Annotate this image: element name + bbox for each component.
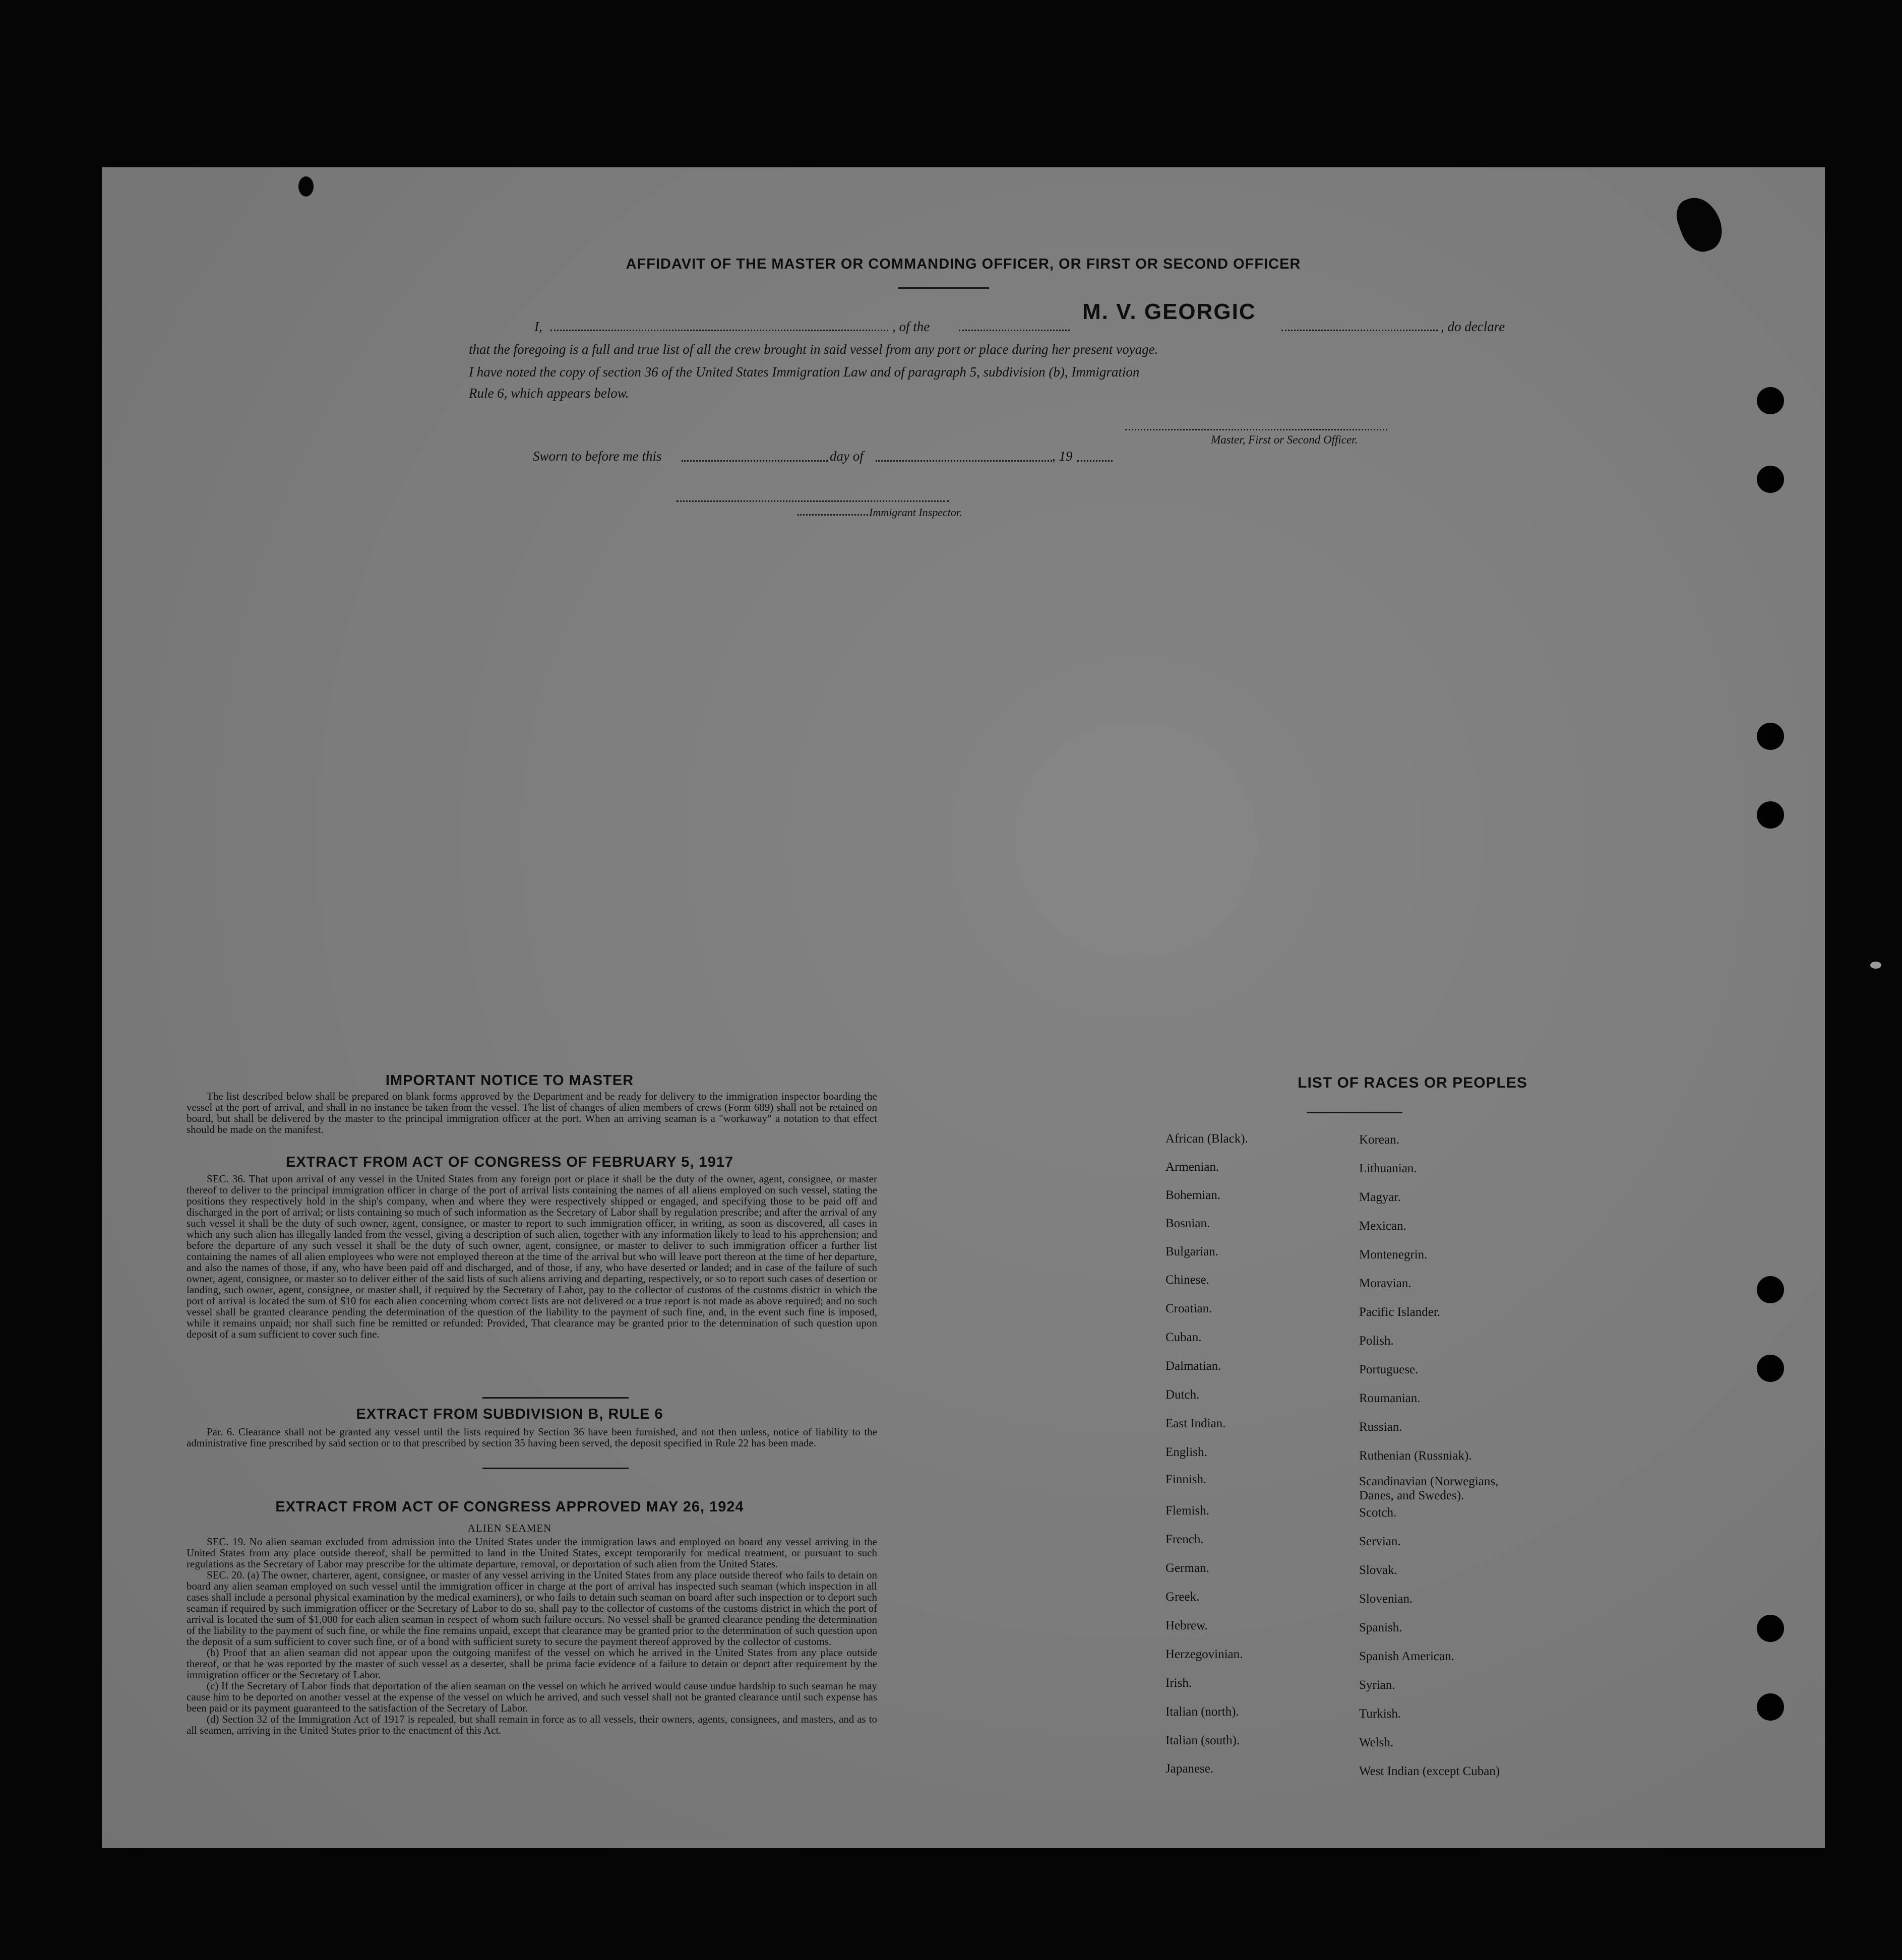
race-item: Slovenian. (1359, 1592, 1413, 1606)
race-item: English. (1165, 1445, 1207, 1459)
torn-corner (298, 176, 314, 197)
race-item: Turkish. (1359, 1707, 1401, 1721)
affidavit-title: AFFIDAVIT OF THE MASTER OR COMMANDING OFFICER, OR FIRST OR SECOND OFFICER (626, 256, 1301, 272)
race-item: Greek. (1165, 1590, 1200, 1604)
extract-1917-title: EXTRACT FROM ACT OF CONGRESS OF FEBRUARY 5, 1917 (285, 1154, 734, 1170)
inspector-signature-field-2 (797, 514, 868, 516)
race-item: Scandinavian (Norwegians, Danes, and Swedes). (1359, 1475, 1499, 1502)
race-item: Irish. (1165, 1676, 1192, 1690)
race-item: Slovak. (1359, 1563, 1397, 1577)
extract-1917-block (187, 1173, 877, 1340)
punch-hole (1757, 1693, 1784, 1721)
extract-rule6-block (187, 1426, 877, 1448)
race-item: Moravian. (1359, 1277, 1412, 1290)
race-item: Chinese. (1165, 1273, 1209, 1287)
punch-hole (1757, 1276, 1784, 1303)
race-item: Italian (south). (1165, 1734, 1240, 1747)
sec-20c-text: (c) If the Secretary of Labor finds that deportation of the alien seaman on the vessel on which he arrived would cause undue hardship to such seaman he may cause him to be deported on another vessel at the expense of the vessel on which he arrived, and such vessel shall not be granted clearance until such expense has been paid or its payment guaranteed to the satisfaction of the Secretary of Labor. (187, 1680, 877, 1714)
race-item: Dalmatian. (1165, 1359, 1221, 1373)
title-underline (898, 287, 989, 289)
document-page (102, 167, 1825, 1848)
master-name-field[interactable] (550, 330, 888, 331)
sec-19-text: SEC. 19. No alien seaman excluded from admission into the United States under the immigration laws and employed on board any vessel arriving in the United States from any place outside thereof, shall be permitted to land in the United States, except temporarily for medical treatment, or pursuant to such regulations as the Secretary of Labor may prescribe for the ultimate departure, removal, or deportation of such alien from the United States. (187, 1536, 877, 1570)
race-item: Pacific Islander. (1359, 1305, 1441, 1319)
race-item: Mexican. (1359, 1219, 1406, 1233)
do-declare-label: , do declare (1441, 319, 1505, 334)
sworn-day-field[interactable] (682, 460, 828, 462)
extract-1924-block (187, 1536, 877, 1736)
of-the-label: , of the (892, 319, 930, 334)
master-signature-label: Master, First or Second Officer. (1211, 433, 1358, 446)
sec-20d-text: (d) Section 32 of the Immigration Act of 1917 is repealed, but shall remain in force as to all vessels, their owners, agents, consignees, and masters, and as to all seamen, arriving in the United States prior to the enactment of this Act. (187, 1713, 877, 1736)
race-item: Flemish. (1165, 1504, 1209, 1518)
race-item: Bulgarian. (1165, 1245, 1218, 1258)
race-item: Herzegovinian. (1165, 1648, 1243, 1661)
year-prefix-label: , 19 (1052, 449, 1073, 464)
race-item: Armenian. (1165, 1160, 1219, 1174)
race-item: Cuban. (1165, 1331, 1202, 1344)
race-item: Japanese. (1165, 1762, 1214, 1776)
border-fleck (1870, 962, 1881, 969)
punch-hole (1757, 1615, 1784, 1642)
race-item: Spanish American. (1359, 1650, 1454, 1663)
race-item: Bosnian. (1165, 1217, 1210, 1230)
punch-hole (1757, 801, 1784, 829)
notice-title: IMPORTANT NOTICE TO MASTER (385, 1072, 634, 1089)
race-item: Hebrew. (1165, 1619, 1208, 1632)
race-item: Portuguese. (1359, 1363, 1419, 1376)
master-signature-field[interactable] (1125, 429, 1387, 430)
race-item: Lithuanian. (1359, 1162, 1417, 1175)
race-item: Italian (north). (1165, 1705, 1239, 1719)
extract-1924-subtitle: ALIEN SEAMEN (467, 1522, 552, 1534)
vessel-field-left (959, 330, 1070, 331)
race-item: Welsh. (1359, 1736, 1394, 1749)
sec-20a-text: SEC. 20. (a) The owner, charterer, agent, consignee, or master of any vessel arriving in the United States from any place outside thereof who fails to detain on board any alien seaman employed on such vessel until the immigration officer in charge at the port of arrival has inspected such seaman (which inspection in all cases shall include a personal physical examination by the medical examiners), or who fails to detain such seaman on board after such inspection or to deport such seaman if required by such immigration officer or the Secretary of Labor to do so, shall pay to the collector of customs of the customs district in which the port of arrival is located the sum of $1,000 for each alien seaman in respect of whom such failure occurs. No vessel shall be granted clearance pending the determination of the liability to the payment of such fine, or while the fine remains unpaid, except that clearance may be granted prior to the determination of such question upon the deposit of a sum sufficient to cover such fine, or of a bond with sufficient surety to secure the payment thereof approved by the collector of customs. (187, 1569, 877, 1648)
race-item: East Indian. (1165, 1417, 1226, 1430)
race-item: Syrian. (1359, 1678, 1395, 1692)
race-item: German. (1165, 1561, 1209, 1575)
races-title: LIST OF RACES OR PEOPLES (1298, 1074, 1527, 1091)
race-item: Spanish. (1359, 1621, 1402, 1634)
punch-hole (1757, 387, 1784, 414)
extract-rule6-title: EXTRACT FROM SUBDIVISION B, RULE 6 (356, 1406, 663, 1422)
race-item: Dutch. (1165, 1388, 1200, 1402)
race-item: Finnish. (1165, 1473, 1207, 1486)
race-item: West Indian (except Cuban) (1359, 1764, 1500, 1778)
section-divider (482, 1397, 629, 1399)
race-item: Magyar. (1359, 1190, 1401, 1204)
race-item: Croatian. (1165, 1302, 1212, 1315)
affidavit-line-3: I have noted the copy of section 36 of the United States Immigration Law and of paragraph 5, subdivision (b), Immigration (469, 364, 1140, 380)
race-item: Ruthenian (Russniak). (1359, 1449, 1472, 1463)
extract-1924-title: EXTRACT FROM ACT OF CONGRESS APPROVED MAY 26, 1924 (275, 1499, 744, 1515)
race-item: French. (1165, 1533, 1204, 1546)
notice-block (187, 1091, 877, 1135)
sworn-year-field[interactable] (1077, 460, 1113, 462)
race-item: Bohemian. (1165, 1188, 1221, 1202)
race-item: Roumanian. (1359, 1392, 1421, 1405)
extract-rule6-text: Par. 6. Clearance shall not be granted any vessel until the lists required by Section 36 have been furnished, and not then unless, notice of liability to the administrative fine prescribed by said section or to that prescribed by section 35 having been served, the deposit specified in Rule 22 has been made. (187, 1426, 877, 1449)
sworn-label: Sworn to before me this (533, 449, 662, 464)
race-item: Polish. (1359, 1334, 1394, 1348)
punch-hole (1757, 723, 1784, 750)
section-divider (482, 1468, 629, 1469)
punch-hole (1757, 466, 1784, 493)
extract-1917-text: SEC. 36. That upon arrival of any vessel in the United States from any foreign port or place it shall be the duty of the owner, agent, consignee, or master thereof to deliver to the principal immigration officer in charge of the port of arrival lists containing the names of all aliens employed on such vessel, stating the positions they respectively hold in the ship's company, when and where they were respectively shipped or engaged, and specifying those to be paid off and discharged in the port of arrival; or lists containing so much of such information as the Secretary of Labor shall by regulation prescribe; and after the arrival of any such vessel it shall be the duty of such owner, agent, consignee, or master to report to such immigration officer, in writing, as soon as discovered, all cases in which any such alien has illegally landed from the vessel, giving a description of such alien, together with any information likely to lead to his apprehension; and before the departure of any such vessel it shall be the duty of such owner, agent, consignee, or master to deliver to such immigration officer a further list containing the names of all alien employees who were not employed thereon at the time of the arrival but who will leave port thereon at the time of her departure, and also the names of those, if any, who have been paid off and discharged, and of those, if any, who have deserted or landed; and in case of the failure of such owner, agent, consignee, or master so to deliver either of the said lists of such aliens arriving and departing, respectively, or so to report such cases of desertion or landing, such owner, agent, consignee, or master shall, if required by the Secretary of Labor, pay to the collector of customs of the customs district in which the port of arrival is located the sum of $10 for each alien concerning whom correct lists are not delivered or a true report is not made as above required; and no such vessel shall be granted clearance pending the determination of the question of the liability to the payment of such fine, and, in the event such fine is imposed, while it remains unpaid; nor shall such fine be remitted or refunded: Provided, That clearance may be granted prior to the determination of such question upon deposit of a sum sufficient to cover such fine. (187, 1173, 877, 1340)
race-item: Servian. (1359, 1535, 1401, 1548)
inspector-label: Immigrant Inspector. (869, 506, 962, 519)
torn-corner (1672, 192, 1729, 258)
races-title-underline (1307, 1112, 1402, 1113)
race-item: African (Black). (1165, 1132, 1248, 1146)
notice-text: The list described below shall be prepared on blank forms approved by the Department and be ready for delivery to the immigration inspector boarding the vessel at the port of arrival, and shall in no instance be taken from the vessel. The list of changes of alien members of crews (Form 689) shall not be retained on board, but shall be delivered by the master to the principal immigration officer at the port. When an arriving seaman is a "workaway" a notation to that effect should be made on the manifest. (187, 1090, 877, 1135)
race-item: Korean. (1359, 1133, 1399, 1147)
sworn-month-field[interactable] (876, 460, 1052, 462)
vessel-field-right (1281, 330, 1438, 331)
day-of-label: day of (830, 449, 864, 464)
vessel-name: M. V. GEORGIC (1082, 299, 1256, 324)
affidavit-line-4: Rule 6, which appears below. (469, 386, 629, 401)
inspector-signature-field[interactable] (677, 500, 949, 502)
race-item: Scotch. (1359, 1506, 1397, 1520)
race-item: Russian. (1359, 1420, 1402, 1434)
race-item: Montenegrin. (1359, 1248, 1428, 1261)
sec-20b-text: (b) Proof that an alien seaman did not appear upon the outgoing manifest of the vessel on which he arrived in the United States from any place outside thereof, or that he was reported by the master of such vessel as a deserter, shall be prima facie evidence of a failure to detain or deport after requirement by the immigration officer or the Secretary of Labor. (187, 1647, 877, 1681)
affidavit-i-label: I, (534, 319, 542, 334)
affidavit-line-2: that the foregoing is a full and true list of all the crew brought in said vessel from any port or place during her present voyage. (469, 342, 1158, 357)
punch-hole (1757, 1355, 1784, 1382)
